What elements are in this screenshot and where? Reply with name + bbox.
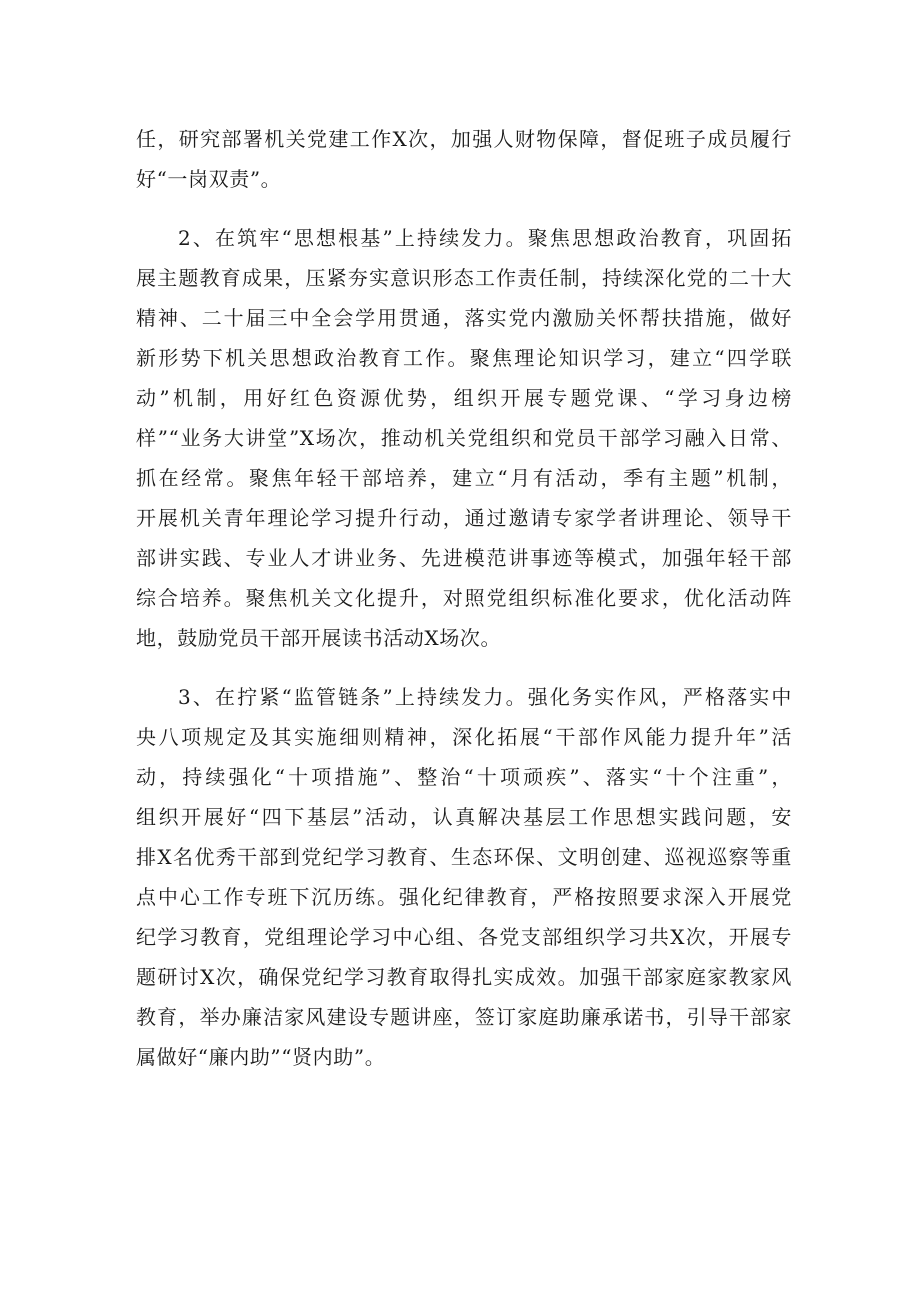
text-line: 纪学习教育，党组理论学习中心组、各党支部组织学习共X次，开展专 bbox=[136, 925, 792, 949]
text-line: 组织开展好“四下基层”活动，认真解决基层工作思想实践问题，安 bbox=[136, 805, 792, 829]
text-line: 动，持续强化“十项措施”、整治“十项顽疾”、落实“十个注重”， bbox=[136, 765, 792, 789]
text-line: 地，鼓励党员干部开展读书活动X场次。 bbox=[136, 626, 502, 650]
text-line: 精神、二十届三中全会学用贯通，落实党内激励关怀帮扶措施，做好 bbox=[136, 306, 792, 330]
document-body bbox=[136, 119, 792, 1077]
text-line: 综合培养。聚焦机关文化提升，对照党组织标准化要求，优化活动阵 bbox=[136, 586, 792, 610]
text-line: 题研讨X次，确保党纪学习教育取得扎实成效。加强干部家庭家教家风 bbox=[136, 965, 792, 989]
text-line: 任，研究部署机关党建工作X次，加强人财物保障，督促班子成员履行 bbox=[136, 127, 792, 151]
text-line: 3、在拧紧“监管链条”上持续发力。强化务实作风，严格落实中 bbox=[178, 685, 792, 709]
text-line: 排X名优秀干部到党纪学习教育、生态环保、文明创建、巡视巡察等重 bbox=[136, 845, 792, 869]
text-line: 新形势下机关思想政治教育工作。聚焦理论知识学习，建立“四学联 bbox=[136, 346, 792, 370]
text-line: 开展机关青年理论学习提升行动，通过邀请专家学者讲理论、领导干 bbox=[136, 506, 792, 530]
text-line: 好“一岗双责”。 bbox=[136, 167, 282, 191]
text-line: 样”“业务大讲堂”X场次，推动机关党组织和党员干部学习融入日常、 bbox=[136, 426, 792, 450]
text-line: 属做好“廉内助”“贤内助”。 bbox=[136, 1045, 386, 1069]
text-line: 2、在筑牢“思想根基”上持续发力。聚焦思想政治教育，巩固拓 bbox=[178, 226, 792, 250]
paragraph-1 bbox=[136, 119, 792, 199]
text-line: 教育，举办廉洁家风建设专题讲座，签订家庭助廉承诺书，引导干部家 bbox=[136, 1005, 792, 1029]
paragraph-3 bbox=[136, 677, 792, 1077]
text-line: 央八项规定及其实施细则精神，深化拓展“干部作风能力提升年”活 bbox=[136, 725, 792, 749]
text-line: 点中心工作专班下沉历练。强化纪律教育，严格按照要求深入开展党 bbox=[136, 885, 792, 909]
paragraph-2 bbox=[136, 218, 792, 658]
text-line: 抓在经常。聚焦年轻干部培养，建立“月有活动，季有主题”机制， bbox=[136, 466, 792, 490]
text-line: 部讲实践、专业人才讲业务、先进模范讲事迹等模式，加强年轻干部 bbox=[136, 546, 792, 570]
text-line: 动”机制，用好红色资源优势，组织开展专题党课、“学习身边榜 bbox=[136, 386, 792, 410]
text-line: 展主题教育成果，压紧夯实意识形态工作责任制，持续深化党的二十大 bbox=[136, 266, 792, 290]
